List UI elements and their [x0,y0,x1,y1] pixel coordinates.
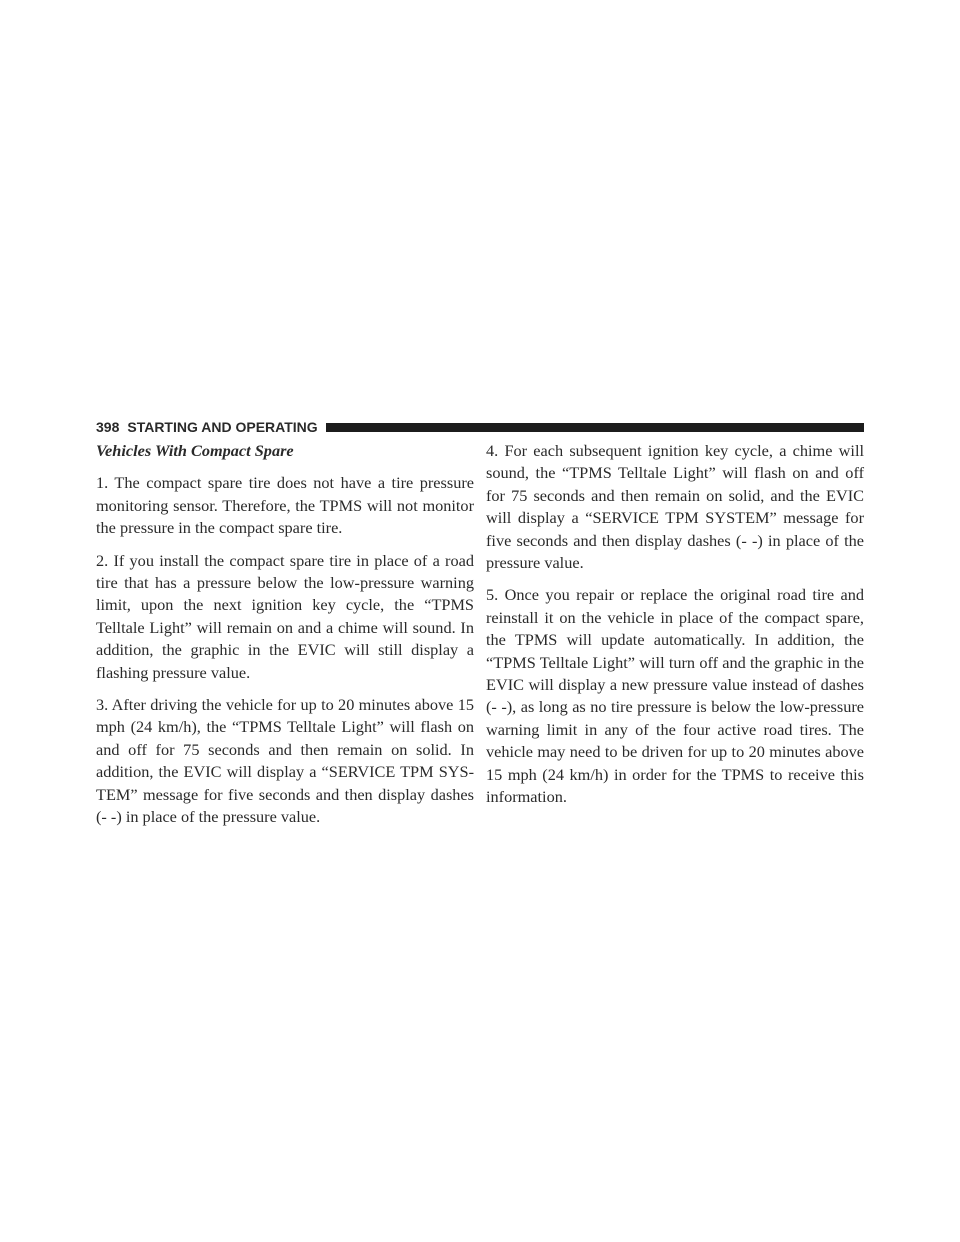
paragraph-3: 3. After driving the vehicle for up to 20 minutes above 15 mph (24 km/h), the “TPMS Telltale Light” will flash on and off for 75 seconds and then remain on solid. In addition, the EVIC will display a “SERVICE TPM SYS-TEM” message for five seconds and then display dashes (- -) in place of the pressure value. [96,695,474,827]
header-rule [326,423,864,432]
page-number: 398 [96,419,120,435]
paragraph-1: 1. The compact spare tire does not have a tire pressure monitoring sensor. Therefore, the TPMS will not monitor the pressure in the compact spare tire. [96,473,474,538]
paragraph-4: 4. For each subsequent ignition key cycle, a chime will sound, the “TPMS Telltale Light” will flash on and off for 75 seconds and then remain on solid, and the EVIC will display a “SERVICE TPM SYSTEM” message for five seconds and then display dashes (- -) in place of the pressure value. [486,441,864,573]
left-column [96,440,474,839]
section-title: STARTING AND OPERATING [127,419,318,435]
paragraph-2: 2. If you install the compact spare tire in place of a road tire that has a pressure below the low-pressure warning limit, upon the next ignition key cycle, the “TPMS Telltale Light” will remain on and a chime will sound. In addition, the graphic in the EVIC will still display a flashing pressure value. [96,550,474,682]
page-header [96,416,864,438]
paragraph-5: 5. Once you repair or replace the original road tire and reinstall it on the vehicle in place of the compact spare, the TPMS will update automatically. In addition, the “TPMS Telltale Light” will turn off and the graphic in the EVIC will display a new pressure value instead of dashes (- -), as long as no tire pressure is below the low-pressure warning limit in any of the four active road tires. The vehicle may need to be driven for up to 20 minutes above 15 mph (24 km/h) in order for the TPMS to receive this information. [486,585,864,807]
subheading: Vehicles With Compact Spare [96,441,294,460]
right-column [486,440,864,819]
